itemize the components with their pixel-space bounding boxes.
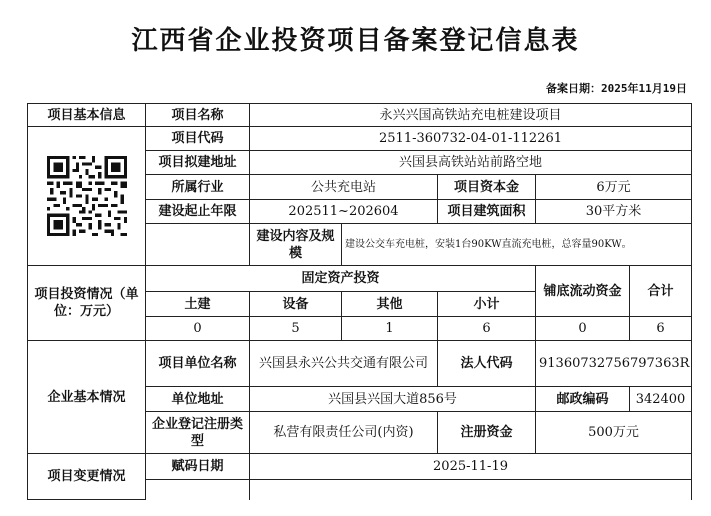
filing-date: 2025年11月19日 [601, 82, 687, 95]
reg-type-label: 企业登记注册类型 [146, 412, 250, 454]
section-enterprise: 企业基本情况 [28, 341, 146, 454]
code-date-label: 赋码日期 [146, 454, 250, 480]
civil-works-label: 土建 [146, 292, 250, 317]
unit-address: 兴国县兴国大道856号 [250, 387, 536, 412]
filing-date-line [546, 80, 687, 96]
working-capital-label: 铺底流动资金 [536, 266, 630, 317]
postcode: 342400 [630, 387, 692, 412]
qr-code-cell [28, 127, 146, 266]
project-site-label: 项目拟建地址 [146, 151, 250, 175]
total-value: 6 [630, 317, 692, 341]
project-capital: 6万元 [536, 175, 692, 200]
project-code-label: 项目代码 [146, 127, 250, 151]
unit-address-label: 单位地址 [146, 387, 250, 412]
code-date: 2025-11-19 [250, 454, 692, 480]
project-code: 2511-360732-04-01-112261 [250, 127, 692, 151]
subtotal-value: 6 [438, 317, 536, 341]
floor-area-label: 项目建筑面积 [438, 200, 536, 224]
period-label: 建设起止年限 [146, 200, 250, 224]
reg-capital-label: 注册资金 [438, 412, 536, 454]
legal-code: 91360732756797363R [536, 341, 692, 387]
project-capital-label: 项目资本金 [438, 175, 536, 200]
unit-name: 兴国县永兴公共交通有限公司 [250, 341, 438, 387]
filing-date-label: 备案日期： [546, 82, 602, 95]
section-change: 项目变更情况 [28, 454, 146, 500]
legal-code-label: 法人代码 [438, 341, 536, 387]
civil-works-value: 0 [146, 317, 250, 341]
project-name: 永兴兴国高铁站充电桩建设项目 [250, 104, 692, 127]
industry-label: 所属行业 [146, 175, 250, 200]
total-label: 合计 [630, 266, 692, 317]
subtotal-label: 小计 [438, 292, 536, 317]
page-title: 江西省企业投资项目备案登记信息表 [131, 26, 580, 56]
reg-type: 私营有限责任公司(内资) [250, 412, 438, 454]
other-label: 其他 [342, 292, 438, 317]
floor-area: 30平方米 [536, 200, 692, 224]
construction-content: 建设公交车充电桩，安装1台90KW直流充电桩，总容量90KW。 [342, 224, 692, 266]
other-value: 1 [342, 317, 438, 341]
equipment-label: 设备 [250, 292, 342, 317]
section-basic-info: 项目基本信息 [28, 104, 146, 127]
registration-table [27, 103, 692, 500]
construction-period: 202511~202604 [250, 200, 438, 224]
working-capital-value: 0 [536, 317, 630, 341]
equipment-value: 5 [250, 317, 342, 341]
content-label: 建设内容及规模 [250, 224, 342, 266]
project-name-label: 项目名称 [146, 104, 250, 127]
qr-code-icon [47, 156, 127, 236]
project-site: 兴国县高铁站站前路空地 [250, 151, 692, 175]
fixed-asset-label: 固定资产投资 [146, 266, 536, 292]
postcode-label: 邮政编码 [536, 387, 630, 412]
reg-capital: 500万元 [536, 412, 692, 454]
section-investment: 项目投资情况（单位：万元） [28, 266, 146, 341]
unit-name-label: 项目单位名称 [146, 341, 250, 387]
industry: 公共充电站 [250, 175, 438, 200]
